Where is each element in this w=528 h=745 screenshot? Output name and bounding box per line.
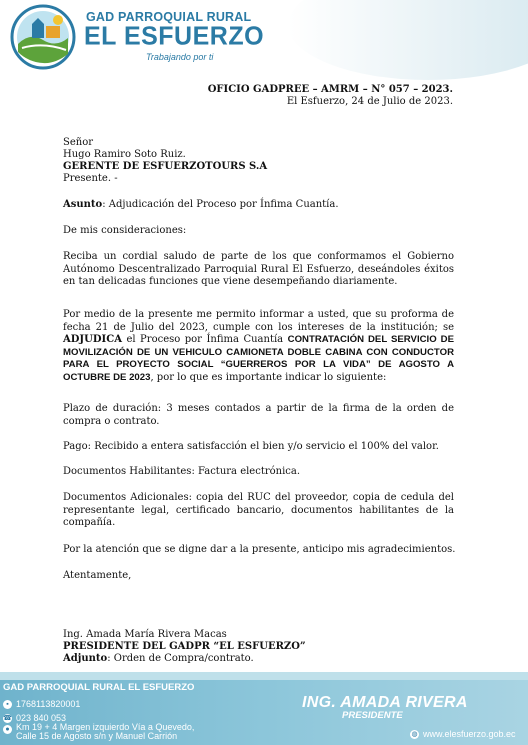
footer-band [0,672,528,745]
salutation: Señor [63,137,94,148]
attachment-label: Adjunto [63,653,108,664]
footer-ruc-text: 1768113820001 [16,699,81,709]
footer-address-line1: Km 19 + 4 Margen izquierdo Vía a Quevedo, [16,722,195,732]
header-decoration [288,0,528,80]
org-name-line2: EL ESFUERZO [84,21,265,51]
signer-name: Ing. Amada María Rivera Macas [63,629,227,640]
paragraph-greeting: Reciba un cordial saludo de parte de los que conformamos el Gobierno Autónomo Descentralizado Parroquial Rural El Esfuerzo, deseándoles éxitos en tan delicadas funciones que viene desempeñando diariamente. [63,251,454,287]
atentamente: Atentamente, [63,570,132,581]
subject-text: : Adjudicación del Proceso por Ínfima Cuantía. [102,199,339,210]
footer-president-name: ING. AMADA RIVERA [302,694,468,711]
tagline: Trabajando por ti [146,52,214,62]
footer-phone-text: 023 840 053 [16,713,67,723]
recipient-name: Hugo Ramiro Soto Ruiz. [63,149,186,160]
para2-a: Por medio de la presente me permito informar a usted, que su proforma de fecha 21 de Julio del 2023, cumple con los intereses de la institución; se [63,309,454,333]
payment-terms: Pago: Recibido a entera satisfacción el bien y/o servicio el 100% del valor. [63,441,439,452]
presente: Presente. - [63,173,118,184]
footer-org-name: GAD PARROQUIAL RURAL EL ESFUERZO [3,682,195,693]
parish-logo-icon [10,4,76,70]
reference-number: OFICIO GADPREE – AMRM – N° 057 – 2023. [207,84,453,95]
location-pin-icon: ● [3,725,12,734]
signer-role: PRESIDENTE DEL GADPR “EL ESFUERZO” [63,641,306,652]
footer-address [3,723,194,741]
attachment-line [63,653,254,666]
consideraciones: De mis consideraciones: [63,225,187,236]
subject-line [63,199,339,212]
enabling-documents: Documentos Habilitantes: Factura electrónica. [63,466,301,477]
footer-address-text [16,723,194,741]
org-name-line1: GAD PARROQUIAL RURAL [86,10,252,24]
additional-documents: Documentos Adicionales: copia del RUC del proveedor, copia de cedula del representante legal, certificado bancario, documentos habilitantes de la compañía. [63,492,454,528]
id-card-icon: ▪ [3,700,12,709]
para2-contract-object: CONTRATACIÓN DEL SERVICIO DE MOVILIZACIÓN DE UN VEHICULO CAMIONETA DOBLE CABINA CON CONDUCTOR PARA EL PROYECTO SOCIAL “GUERREROS POR LA VIDA” DE AGOSTO A OCTUBRE DE 2023 [63,334,454,383]
para2-e: , por lo que es importante indicar lo siguiente: [150,371,387,383]
subject-label: Asunto [63,199,103,210]
paragraph-adjudication [63,309,454,384]
para2-adjudica: ADJUDICA [63,334,122,345]
phone-icon: ☎ [3,714,12,722]
closing-sentence: Por la atención que se digne dar a la presente, anticipo mis agradecimientos. [63,544,456,555]
footer-website[interactable] [410,729,516,739]
recipient-role: GERENTE DE ESFUERZOTOURS S.A [63,161,268,172]
footer-stripe [0,672,528,680]
globe-icon: ◍ [411,730,418,738]
letter-date: El Esfuerzo, 24 de Julio de 2023. [286,96,453,107]
term-duration: Plazo de duración: 3 meses contados a partir de la firma de la orden de compra o contrato. [63,403,454,427]
para2-c: el Proceso por Ínfima Cuantía [121,334,288,345]
attachment-text: : Orden de Compra/contrato. [107,653,254,664]
footer-address-line2: Calle 15 de Agosto s/n y Manuel Carrión [16,731,178,741]
footer-website-text[interactable]: www.elesfuerzo.gob.ec [423,729,516,739]
footer-ruc [3,699,80,709]
footer-president-title: PRESIDENTE [342,710,403,721]
